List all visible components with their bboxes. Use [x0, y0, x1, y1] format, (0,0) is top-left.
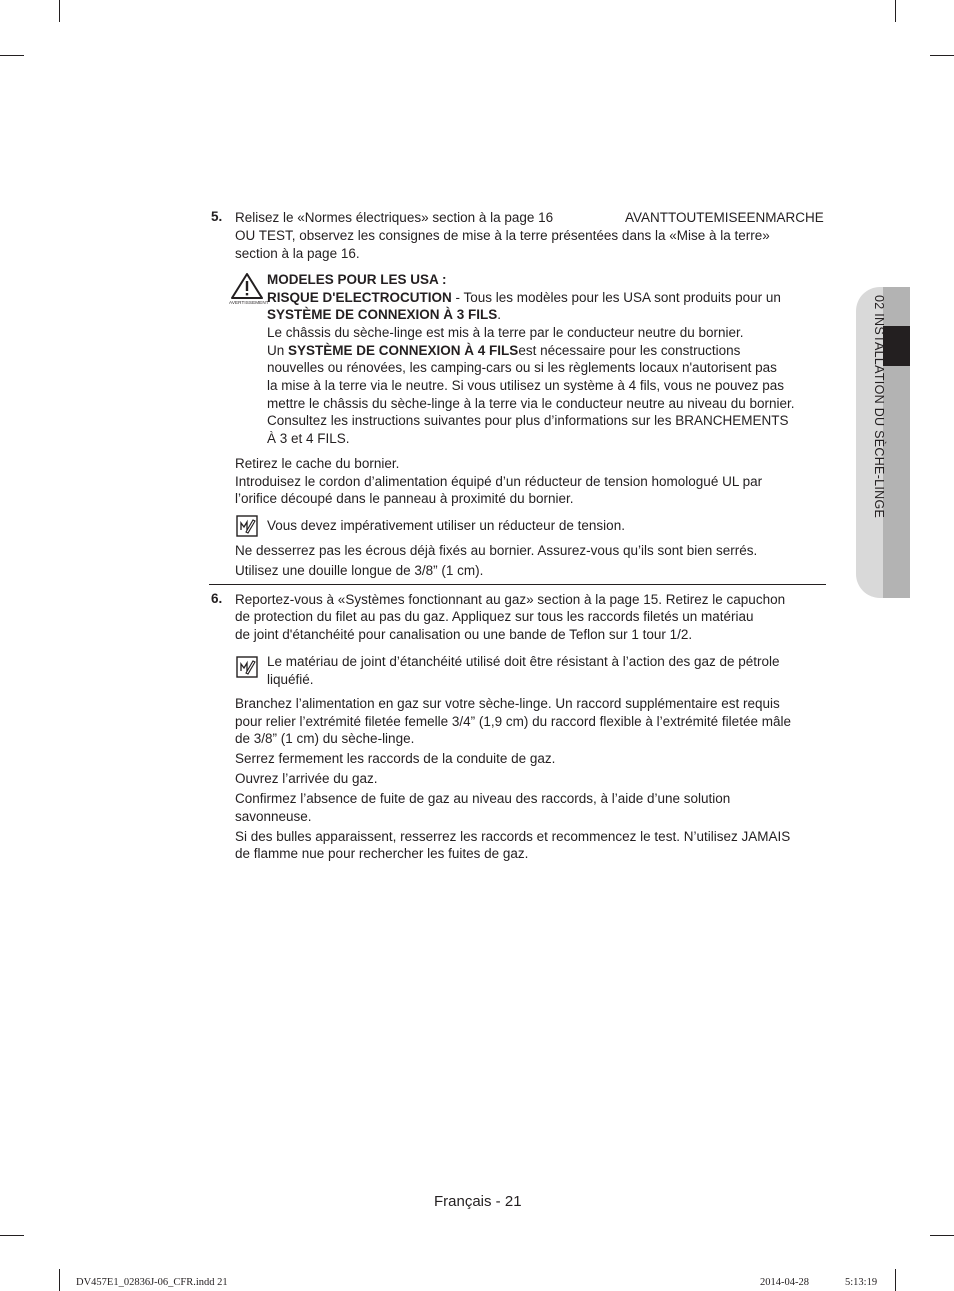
crop-mark	[59, 1269, 60, 1291]
chapter-tab-label: 02 INSTALLATION DU SÈCHE-LINGE	[872, 295, 886, 519]
text: est nécessaire pour les constructions	[518, 343, 741, 358]
step5-line3: section à la page 16.	[235, 246, 360, 261]
step6-line3: de joint d'étanchéité pour canalisation ou une bande de Teflon sur 1 tour 1/2.	[235, 627, 693, 642]
warning-p2	[267, 342, 740, 360]
step6-body: Si des bulles apparaissent, resserrez les raccords et recommencez le test. N’utilisez JAMAIS	[235, 829, 791, 844]
slug-time: 5:13:19	[845, 1277, 878, 1288]
warning-icon	[228, 272, 269, 308]
warning-p3: nouvelles ou rénovées, les camping-cars ou si les règlements locaux n'autorisent pas	[267, 360, 777, 375]
crop-mark	[930, 55, 954, 56]
warning-system3	[267, 306, 501, 324]
crop-mark	[0, 55, 24, 56]
step5-line1	[235, 209, 553, 227]
note-icon	[236, 515, 258, 537]
step6-body: Serrez fermement les raccords de la conduite de gaz.	[235, 751, 556, 766]
step6-line1	[235, 591, 785, 609]
text: RISQUE D'ELECTROCUTION	[267, 290, 452, 305]
step5-body3: l’orifice découpé dans le panneau à proximité du bornier.	[235, 491, 574, 506]
warning-title: MODELES POUR LES USA :	[267, 272, 447, 287]
step6-body: savonneuse.	[235, 809, 312, 824]
step6-note1: Le matériau de joint d’étanchéité utilisé doit être résistant à l’action des gaz de pétrole	[267, 654, 780, 669]
text: Normes électriques» section à la page 16	[304, 210, 554, 225]
text: Relisez le «	[235, 210, 305, 225]
step-number: 5.	[211, 209, 223, 224]
chapter-tab-marker	[883, 326, 910, 366]
step5-body5: Utilisez une douille longue de 3/8” (1 cm).	[235, 563, 484, 578]
text: SYSTÈME DE CONNEXION À 4 FILS	[288, 343, 519, 358]
step5-body2: Introduisez le cordon d’alimentation équipé d’un réducteur de tension homologué UL par	[235, 474, 763, 489]
step6-body: Confirmez l’absence de fuite de gaz au niveau des raccords, à l’aide d’une solution	[235, 791, 731, 806]
step6-body: pour relier l’extrémité filetée femelle 3/4” (1,9 cm) du raccord flexible à l’extrémité filetée mâle	[235, 714, 791, 729]
warning-p7: À 3 et 4 FILS.	[267, 431, 350, 446]
step6-body: Branchez l’alimentation en gaz sur votre sèche-linge. Un raccord supplémentaire est requis	[235, 696, 780, 711]
text: SYSTÈME DE CONNEXION À 3 FILS	[267, 307, 498, 322]
step5-line1-right: AVANTTOUTEMISEENMARCHE	[625, 210, 824, 225]
note-icon	[236, 656, 258, 678]
step6-line2: de protection du filet au pas du gaz. Appliquez sur tous les raccords filetés un matériau	[235, 609, 754, 624]
warning-p1: Le châssis du sèche-linge est mis à la terre par le conducteur neutre du bornier.	[267, 325, 744, 340]
step6-body: de 3/8” (1 cm) du sèche-linge.	[235, 731, 415, 746]
crop-mark	[0, 1235, 24, 1236]
text: Un	[267, 343, 289, 358]
warning-p6: Consultez les instructions suivantes pour plus d’informations sur les BRANCHEMENTS	[267, 413, 789, 428]
step6-body: de flamme nue pour rechercher les fuites de gaz.	[235, 846, 529, 861]
step5-body4: Ne desserrez pas les écrous déjà fixés au bornier. Assurez-vous qu’ils sont bien serrés.	[235, 543, 758, 558]
crop-mark	[895, 1269, 896, 1291]
text: Reportez-vous à «	[235, 592, 346, 607]
step-number: 6.	[211, 591, 223, 606]
warning-icon-label: AVERTISSEMENT	[229, 300, 269, 305]
step5-line2: OU TEST, observez les consignes de mise à la terre présentées dans la «Mise à la terre»	[235, 228, 770, 243]
text: .	[497, 307, 502, 322]
crop-mark	[59, 0, 60, 22]
warning-p4: la mise à la terre via le neutre. Si vous utilisez un système à 4 fils, vous ne pouvez pas	[267, 378, 785, 393]
step5-note: Vous devez impérativement utiliser un réducteur de tension.	[267, 518, 625, 533]
file-slug: DV457E1_02836J-06_CFR.indd 21	[76, 1277, 228, 1288]
slug-date: 2014-04-28	[760, 1277, 809, 1288]
warning-risk	[267, 289, 781, 307]
crop-mark	[895, 0, 896, 22]
step5-body1: Retirez le cache du bornier.	[235, 456, 400, 471]
step6-body: Ouvrez l’arrivée du gaz.	[235, 771, 378, 786]
step6-note2: liquéfié.	[267, 672, 314, 687]
page-number: Français - 21	[434, 1193, 522, 1210]
crop-mark	[930, 1235, 954, 1236]
text: - Tous les modèles pour les USA sont produits pour un	[451, 290, 781, 305]
text: Systèmes fonctionnant au gaz» section à la page 15. Retirez le capuchon	[345, 592, 786, 607]
section-divider	[209, 584, 826, 585]
warning-p5: mettre le châssis du sèche-linge à la terre via le conducteur neutre au niveau du bornier.	[267, 396, 795, 411]
